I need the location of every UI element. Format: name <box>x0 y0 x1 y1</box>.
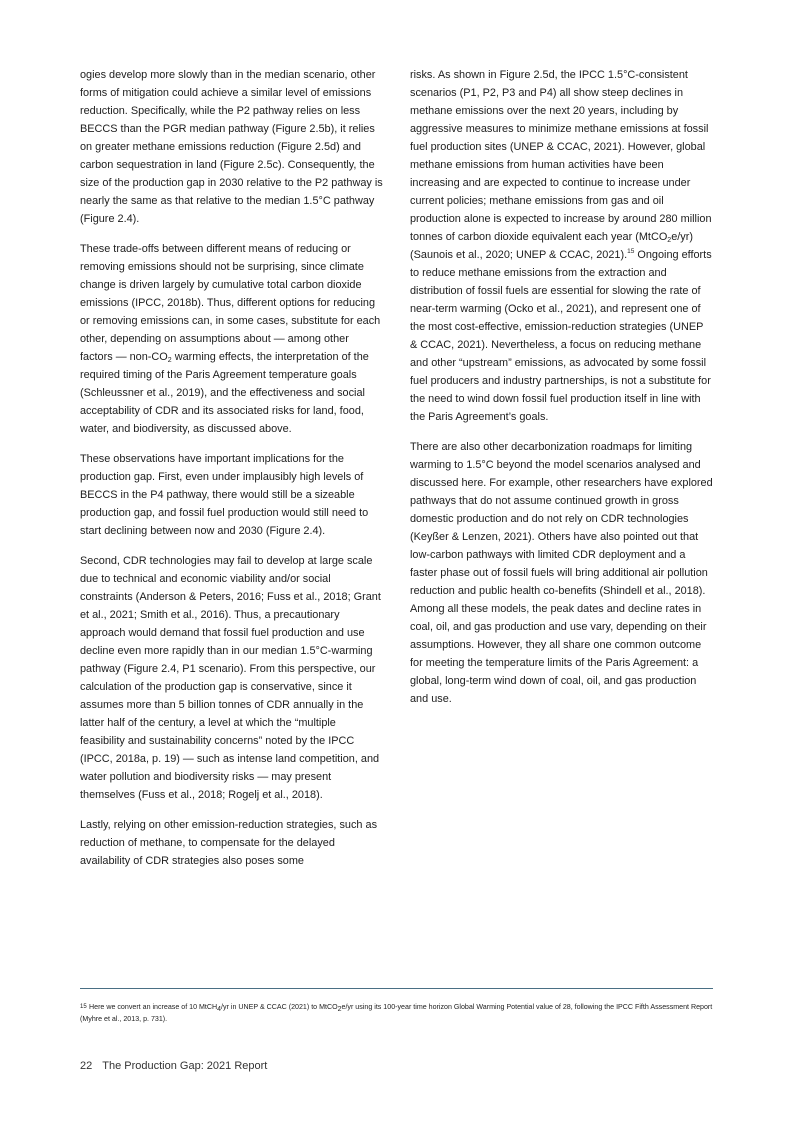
report-title: The Production Gap: 2021 Report <box>102 1060 268 1072</box>
text-run: Ongoing efforts to reduce methane emissions from the extraction and distribution of fossil fuels are essential for slowing the rate of near-term warming (Ocko et al., 2021), and represent one of the most cost-effective, emission-reduction strategies (UNEP & CCAC, 2021). Nevertheless, a focus on reducing methane and other “upstream” emissions, as advocated by some fossil fuel producers and industry partnerships, is not a substitute for the need to wind down fossil fuel production itself in line with the Paris Agreement’s goals. <box>410 249 712 423</box>
text-run: e/yr using its 100-year time horizon Global Warming Potential value of 28, following the IPCC Fifth Assessment Report (Myhre et al., 2013, p. 731). <box>80 1003 713 1023</box>
text-run: e/yr) (Saunois et al., 2020; UNEP & CCAC, 2021). <box>410 231 693 261</box>
left-column <box>80 66 383 882</box>
subscript: 4 <box>217 1006 222 1013</box>
text-run: These trade-offs between different means of reducing or removing emissions should not be surprising, since climate change is driven largely by cumulative total carbon dioxide emissions (IPCC, 2018b). Thus, different options for reducing or removing emissions can, in some cases, substitute for each other, depending on assumptions about — among other factors — non-CO <box>80 243 381 363</box>
footnote-reference[interactable]: 15 <box>627 248 635 255</box>
right-column <box>410 66 713 720</box>
paragraph <box>410 66 713 426</box>
subscript: 2 <box>667 237 672 244</box>
footnote <box>80 1001 713 1025</box>
paragraph: These observations have important implications for the production gap. First, even under implausibly high levels of BECCS in the P4 pathway, there would still be a sizeable production gap, and fossil fuel production would still need to start declining between now and 2030 (Figure 2.4). <box>80 453 369 537</box>
paragraph: Second, CDR technologies may fail to develop at large scale due to technical and economic viability and/or social constraints (Anderson & Peters, 2016; Fuss et al., 2018; Grant et al., 2021; Smith et al., 2016). Thus, a precautionary approach would demand that fossil fuel production and use decline even more rapidly than in our median 1.5°C-warming pathway (Figure 2.4, P1 scenario). From this perspective, our calculation of the production gap is conservative, since it assumes more than 5 billion tonnes of CDR annually in the latter half of the century, a level at which the “multiple feasibility and sustainability concerns” noted by the IPCC (IPCC, 2018a, p. 19) — such as intense land competition, and water pollution and biodiversity risks — may present themselves (Fuss et al., 2018; Rogelj et al., 2018). <box>80 555 381 801</box>
page-number: 22 <box>80 1060 93 1072</box>
footnote-mark: 15 <box>80 1004 87 1010</box>
paragraph: ogies develop more slowly than in the median scenario, other forms of mitigation could achieve a similar level of emissions reduction. Specifically, while the P2 pathway relies on less BECCS than the PGR median pathway (Figure 2.5b), it relies on greater methane emissions reduction (Figure 2.5d) and carbon sequestration in land (Figure 2.5c). Consequently, the size of the production gap in 2030 relative to the P2 pathway is nearly the same as that relative to the median 1.5°C pathway (Figure 2.4). <box>80 69 383 225</box>
page-footer <box>80 1060 267 1072</box>
paragraph: There are also other decarbonization roadmaps for limiting warming to 1.5°C beyond the model scenarios analysed and discussed here. For example, other researchers have explored pathways that do not assume continued growth in gross domestic production and do not rely on CDR technologies (Keyßer & Lenzen, 2021). Others have also pointed out that low-carbon pathways with limited CDR deployment and a faster phase out of fossil fuels will bring additional air pollution reduction and public health co-benefits (Shindell et al., 2018). Among all these models, the peak dates and decline rates in coal, oil, and gas production and use vary, depending on their assumptions. However, they all share one common outcome for meeting the temperature limits of the Paris Agreement: a global, long-term wind down of coal, oil, and gas production and use. <box>410 441 713 705</box>
footnote-divider <box>80 988 713 989</box>
text-run: Here we convert an increase of 10 MtCH <box>89 1003 218 1011</box>
text-run: /yr in UNEP & CCAC (2021) to MtCO <box>221 1003 338 1011</box>
subscript: 2 <box>167 357 172 364</box>
text-run: risks. As shown in Figure 2.5d, the IPCC 1.5°C-consistent scenarios (P1, P2, P3 and P4) all show steep declines in methane emissions over the next 20 years, including by aggressive measures to minimize methane emissions at fossil fuel production sites (UNEP & CCAC, 2021). However, global methane emissions from human activities have been increasing and are expected to continue to increase under current policies; methane emissions from gas and oil production alone is expected to increase by around 280 million tonnes of carbon dioxide equivalent each year (MtCO <box>410 69 712 243</box>
paragraph <box>80 240 383 438</box>
subscript: 2 <box>337 1006 342 1013</box>
paragraph: Lastly, relying on other emission-reduction strategies, such as reduction of methane, to compensate for the delayed availability of CDR strategies also poses some <box>80 819 378 867</box>
text-run: warming effects, the interpretation of the required timing of the Paris Agreement temperature goals (Schleussner et al., 2019), and the effectiveness and social acceptability of CDR and its associated risks for land, food, water, and biodiversity, as discussed above. <box>80 351 369 435</box>
